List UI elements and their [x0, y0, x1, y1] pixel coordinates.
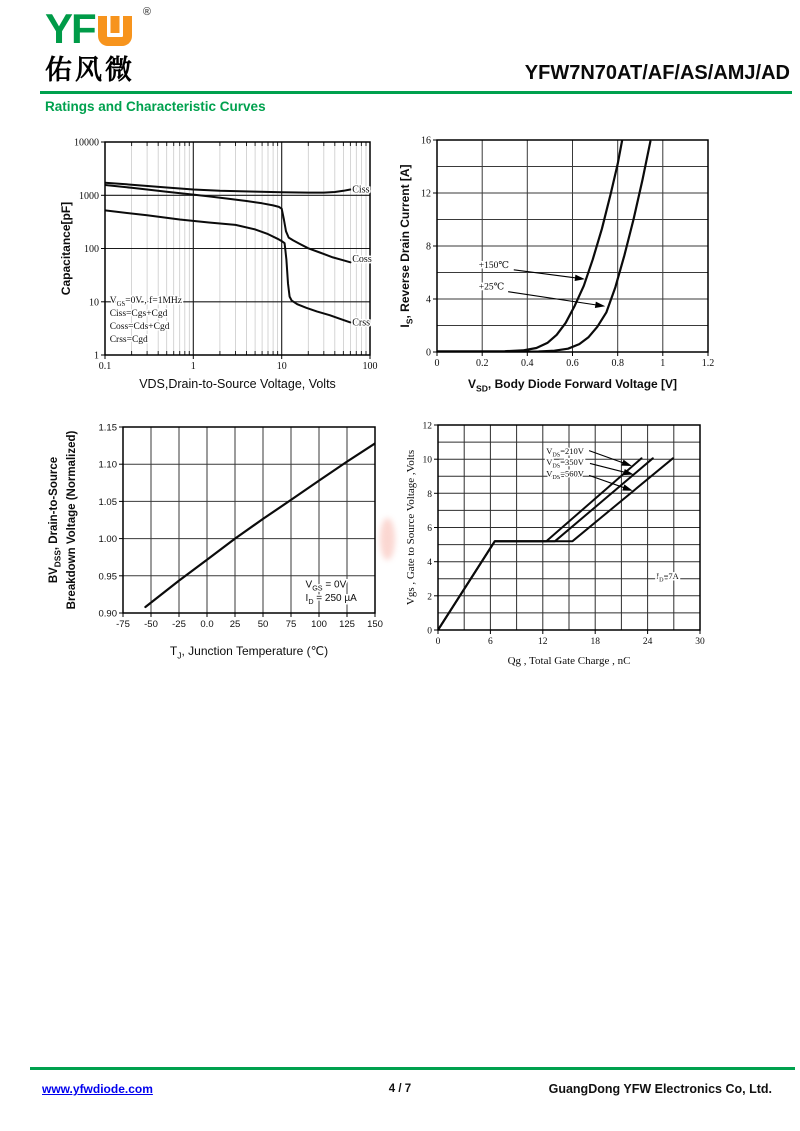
- svg-text:1: 1: [94, 350, 99, 362]
- svg-text:Qg , Total Gate Charge , nC: Qg , Total Gate Charge , nC: [507, 655, 631, 667]
- svg-text:12: 12: [538, 637, 548, 647]
- svg-text:ID = 250 µA: $I_D = 250$ µA: [305, 592, 357, 606]
- svg-text:2: 2: [427, 592, 432, 603]
- svg-text:VDS,Drain-to-Source Voltage, V: VDS,Drain-to-Source Voltage, Volts: [139, 377, 336, 391]
- svg-text:Ciss=Cgs+Cgd: Ciss=Cgs+Cgd: [109, 308, 168, 319]
- svg-text:BVDSS, Drain-to-Source: $BV_{DSS}$, Drain-to-Source: [48, 456, 63, 584]
- svg-text:0: 0: [435, 637, 441, 647]
- svg-text:+150℃: +150℃: [478, 260, 510, 271]
- gate-charge-chart-svg: [400, 410, 790, 678]
- svg-text:50: 50: [257, 619, 269, 630]
- svg-text:1.2: 1.2: [701, 358, 715, 369]
- svg-text:4: 4: [426, 294, 431, 306]
- svg-text:1.00: 1.00: [98, 534, 117, 546]
- section-title: Ratings and Characteristic Curves: [45, 99, 266, 114]
- capacitance-chart-svg: [20, 130, 405, 415]
- svg-text:1.15: 1.15: [98, 422, 117, 434]
- header-divider: [40, 91, 792, 94]
- svg-text:0.1: 0.1: [98, 361, 112, 372]
- website-link[interactable]: www.yfwdiode.com: [42, 1082, 153, 1096]
- svg-text:0.2: 0.2: [475, 358, 489, 369]
- svg-text:1000: 1000: [79, 190, 99, 202]
- registered-trademark-icon: ®: [142, 6, 151, 18]
- svg-text:IS, Reverse Drain Current [A]: $I_S$, Reverse Drain Current [A]: [398, 164, 415, 328]
- svg-text:10: 10: [89, 297, 99, 309]
- svg-text:VSD, Body Diode Forward Voltag: $V_{SD}$, Body Diode Forward Voltage [V]: [467, 377, 678, 394]
- red-stamp-artifact: [380, 518, 395, 560]
- footer-divider: [30, 1067, 795, 1070]
- svg-text:100: 100: [362, 361, 378, 372]
- svg-text:0: 0: [434, 358, 440, 369]
- svg-text:0.6: 0.6: [566, 358, 579, 369]
- part-number: YFW7N70AT/AF/AS/AMJ/AD: [524, 62, 790, 84]
- page-number: 4 / 7: [388, 1083, 412, 1095]
- svg-text:Crss=Cgd: Crss=Cgd: [109, 334, 148, 345]
- svg-text:18: 18: [590, 637, 600, 647]
- breakdown-voltage-chart: [40, 415, 415, 680]
- svg-text:VDS=560V: $V_{DS}=560V$: [546, 468, 584, 481]
- svg-text:25: 25: [229, 619, 241, 630]
- logo-w-icon: [98, 16, 132, 46]
- svg-text:0: 0: [427, 626, 432, 637]
- svg-text:100: 100: [84, 244, 99, 255]
- svg-text:1: 1: [190, 361, 196, 372]
- svg-text:0: 0: [426, 347, 431, 359]
- svg-text:Capacitance[pF]: Capacitance[pF]: [59, 201, 73, 296]
- svg-text:6: 6: [488, 637, 493, 647]
- svg-text:8: 8: [426, 241, 431, 253]
- svg-text:VDS=210V: $V_{DS}=210V$: [546, 446, 584, 459]
- body-diode-chart-svg: [395, 125, 795, 415]
- svg-text:TJ, Junction Temperature (℃): $T_J$, Junction Temperature (℃): [169, 644, 329, 661]
- body-diode-chart: [395, 125, 795, 415]
- svg-text:75: 75: [285, 619, 297, 630]
- svg-text:VGS=0V , f=1MHz: $V_{GS}=0V$ , f=1MHz: [109, 295, 182, 308]
- svg-text:Vgs , Gate to Source Voltage ,: Vgs , Gate to Source Voltage ,Volts: [405, 449, 417, 606]
- svg-text:12: 12: [422, 421, 432, 432]
- svg-text:1.05: 1.05: [98, 496, 117, 508]
- svg-text:Ciss: Ciss: [352, 184, 370, 196]
- svg-text:1: 1: [660, 358, 666, 369]
- svg-text:100: 100: [311, 619, 327, 630]
- svg-text:6: 6: [427, 524, 432, 534]
- svg-text:0.0: 0.0: [200, 619, 214, 630]
- svg-text:10: 10: [422, 455, 432, 466]
- svg-text:12: 12: [421, 188, 431, 200]
- capacitance-chart: [20, 130, 405, 415]
- svg-text:Coss: Coss: [352, 253, 372, 265]
- gate-charge-chart: [400, 410, 790, 678]
- svg-text:30: 30: [695, 637, 705, 647]
- svg-text:10: 10: [276, 361, 287, 372]
- svg-text:Crss: Crss: [352, 317, 371, 329]
- svg-text:Breakdown Voltage (Normalized): Breakdown Voltage (Normalized): [66, 430, 78, 610]
- svg-text:0.90: 0.90: [98, 608, 117, 620]
- logo-chinese-text: 佑风微: [45, 55, 135, 85]
- svg-text:10000: 10000: [74, 137, 99, 149]
- yfw-logo: [45, 5, 151, 87]
- company-name: GuangDong YFW Electronics Co, Ltd.: [548, 1082, 772, 1096]
- svg-text:4: 4: [427, 558, 432, 569]
- svg-text:16: 16: [421, 135, 431, 147]
- breakdown-voltage-chart-svg: [40, 415, 415, 680]
- svg-text:125: 125: [339, 619, 355, 630]
- svg-text:+25℃: +25℃: [478, 282, 505, 293]
- svg-text:-25: -25: [172, 619, 186, 630]
- svg-text:1.10: 1.10: [98, 459, 117, 471]
- svg-text:Coss=Cds+Cgd: Coss=Cds+Cgd: [109, 321, 170, 332]
- svg-text:0.95: 0.95: [98, 571, 117, 583]
- svg-text:VGS = 0V: $V_{GS} = 0V$: [305, 579, 347, 593]
- svg-text:8: 8: [427, 489, 432, 500]
- svg-text:24: 24: [642, 637, 653, 647]
- svg-text:ID=7A: $I_D=7A$: [656, 570, 679, 584]
- svg-text:0.8: 0.8: [611, 358, 624, 369]
- svg-text:0.4: 0.4: [521, 358, 534, 369]
- svg-text:150: 150: [367, 619, 383, 630]
- logo-yf-text: YF: [45, 5, 95, 52]
- svg-text:-50: -50: [144, 619, 158, 630]
- footer: [0, 1080, 800, 1106]
- svg-text:-75: -75: [116, 619, 130, 630]
- svg-text:VDS=350V: $V_{DS}=350V$: [546, 457, 584, 470]
